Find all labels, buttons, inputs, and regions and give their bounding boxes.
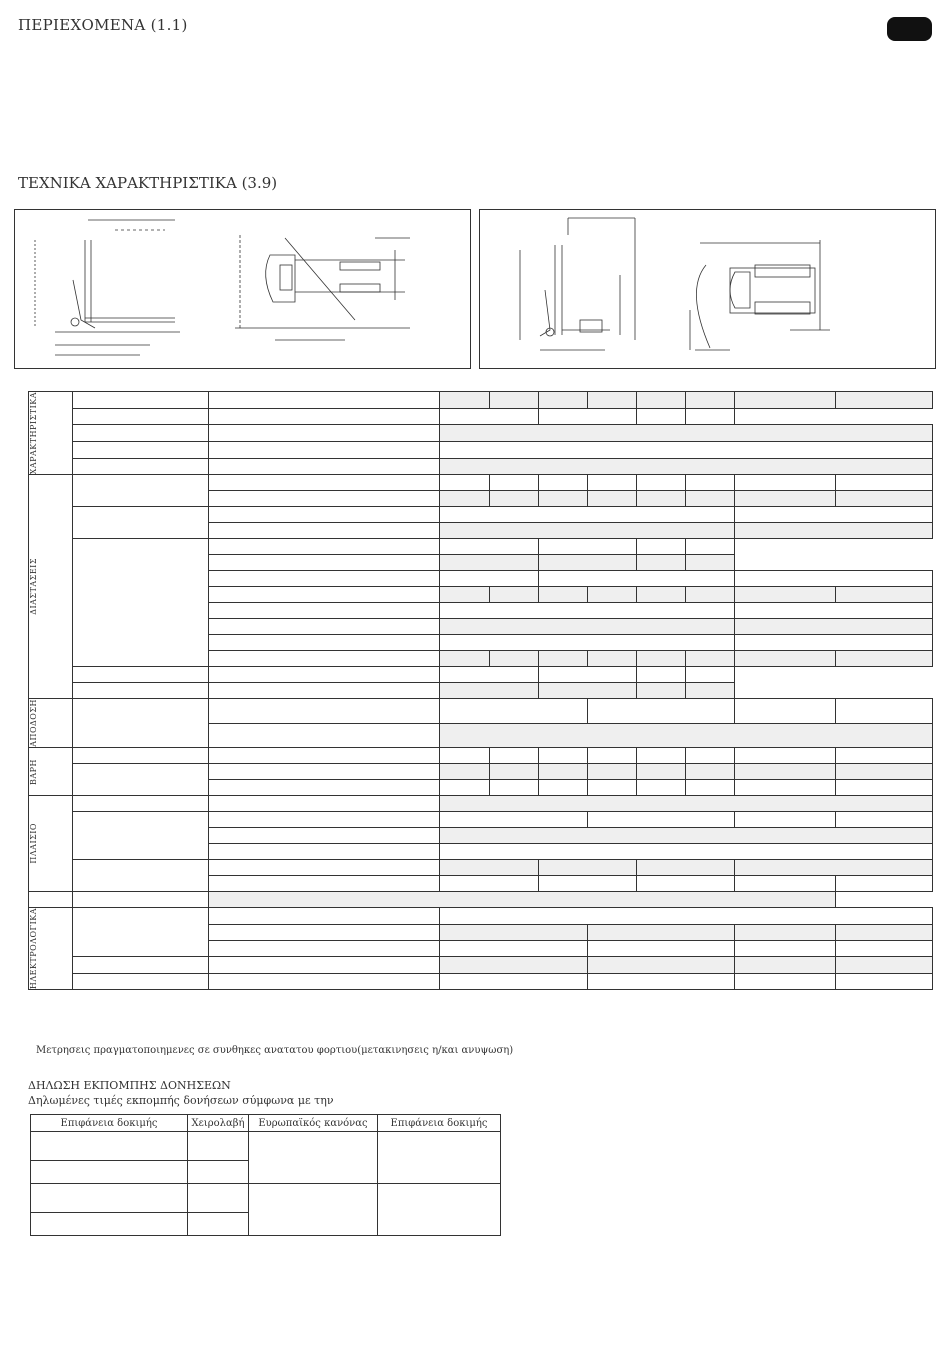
spec-value-cell	[735, 603, 933, 619]
spec-value-cell	[440, 748, 489, 764]
spec-value-cell	[489, 651, 538, 667]
spec-row	[29, 908, 933, 924]
spec-value-cell	[735, 491, 835, 507]
spec-unit-cell	[208, 491, 440, 507]
spec-value-cell	[440, 973, 587, 989]
spec-group-label	[29, 392, 73, 475]
spec-value-cell	[735, 957, 835, 973]
spec-value-cell	[686, 587, 735, 603]
spec-unit-cell	[208, 764, 440, 780]
spec-unit-cell	[208, 828, 440, 844]
spec-value-cell	[538, 876, 636, 892]
spec-value-cell	[735, 860, 933, 876]
spec-value-cell	[735, 764, 835, 780]
spec-unit-cell	[208, 523, 440, 539]
dimension-drawing-right	[479, 209, 936, 369]
vib-cell	[249, 1132, 378, 1184]
spec-value-cell	[686, 491, 735, 507]
vib-cell	[31, 1184, 188, 1213]
spec-value-cell	[686, 683, 735, 699]
spec-value-cell	[208, 892, 835, 908]
spec-parameter-cell	[73, 699, 208, 748]
spec-value-cell	[440, 764, 489, 780]
spec-value-cell	[587, 475, 636, 491]
vib-cell	[249, 1184, 378, 1236]
spec-parameter-cell	[73, 539, 208, 667]
spec-unit-cell	[208, 683, 440, 699]
spec-value-cell	[440, 619, 735, 635]
spec-value-cell	[686, 764, 735, 780]
vib-cell	[378, 1132, 501, 1184]
spec-row	[29, 683, 933, 699]
spec-row	[29, 957, 933, 973]
spec-value-cell	[538, 651, 587, 667]
spec-value-cell	[636, 651, 685, 667]
spec-value-cell	[636, 539, 685, 555]
vib-cell	[188, 1132, 249, 1161]
spec-unit-cell	[208, 699, 440, 723]
spec-unit-cell	[208, 973, 440, 989]
specifications-table	[28, 391, 933, 990]
spec-value-cell	[587, 699, 734, 723]
vibration-table	[30, 1114, 501, 1236]
spec-value-cell	[686, 475, 735, 491]
spec-value-cell	[440, 860, 538, 876]
spec-value-cell	[735, 635, 933, 651]
spec-value-cell	[735, 924, 835, 940]
spec-value-cell	[440, 651, 489, 667]
section-title: ΤΕΧΝΙΚΑ ΧΑΡΑΚΤΗΡΙΣΤΙΚΑ (3.9)	[18, 174, 278, 192]
spec-value-cell	[686, 780, 735, 796]
spec-value-cell	[440, 667, 538, 683]
spec-value-cell	[735, 812, 835, 828]
spec-value-cell	[735, 748, 835, 764]
spec-value-cell	[538, 667, 636, 683]
vib-header-handle: Χειρολαβή	[188, 1115, 249, 1132]
spec-unit-cell	[208, 941, 440, 957]
spec-value-cell	[440, 425, 933, 442]
spec-value-cell	[440, 780, 489, 796]
spec-unit-cell	[208, 796, 440, 812]
spec-value-cell	[489, 475, 538, 491]
spec-value-cell	[440, 812, 587, 828]
spec-value-cell	[440, 924, 587, 940]
spec-value-cell	[538, 539, 636, 555]
page-title: ΠΕΡΙΕΧΟΜΕΝΑ (1.1)	[18, 16, 188, 34]
spec-value-cell	[636, 780, 685, 796]
spec-unit-cell	[208, 507, 440, 523]
spec-parameter-cell	[73, 458, 208, 475]
spec-group-label	[29, 908, 73, 990]
spec-row	[29, 796, 933, 812]
spec-unit-cell	[208, 780, 440, 796]
spec-value-cell	[587, 392, 636, 409]
dimension-drawing-left	[14, 209, 471, 369]
spec-value-cell	[735, 973, 835, 989]
vib-cell	[378, 1184, 501, 1236]
spec-row	[29, 507, 933, 523]
spec-value-cell	[440, 941, 587, 957]
spec-value-cell	[636, 764, 685, 780]
spec-value-cell	[835, 764, 932, 780]
vibration-subtitle: Δηλωμένες τιμές εκπομπής δονήσεων σύμφωνα με την	[28, 1094, 334, 1107]
spec-parameter-cell	[73, 392, 208, 409]
spec-value-cell	[538, 683, 636, 699]
spec-value-cell	[538, 748, 587, 764]
spec-value-cell	[440, 796, 933, 812]
spec-value-cell	[538, 780, 587, 796]
spec-value-cell	[835, 748, 932, 764]
spec-value-cell	[835, 973, 932, 989]
spec-value-cell	[440, 828, 933, 844]
measurement-note: Μετρησεις πραγματοποιημενες σε συνθηκες ανατατου φορτιου(μετακινησεις η/και ανυψωση)	[36, 1045, 514, 1056]
spec-unit-cell	[208, 392, 440, 409]
spec-parameter-cell	[73, 796, 208, 812]
spec-value-cell	[440, 491, 489, 507]
spec-value-cell	[587, 491, 636, 507]
spec-value-cell	[587, 651, 636, 667]
spec-value-cell	[440, 587, 489, 603]
spec-value-cell	[440, 523, 735, 539]
spec-value-cell	[735, 876, 835, 892]
spec-value-cell	[440, 458, 933, 475]
spec-row	[29, 539, 933, 555]
spec-value-cell	[440, 571, 538, 587]
spec-parameter-cell	[73, 507, 208, 539]
spec-group-text: ΑΠΟΔΟΣΗ	[29, 699, 38, 748]
spec-row	[29, 764, 933, 780]
spec-parameter-cell	[73, 812, 208, 860]
spec-value-cell	[686, 748, 735, 764]
spec-row	[29, 667, 933, 683]
spec-value-cell	[538, 408, 636, 425]
spec-unit-cell	[208, 408, 440, 425]
spec-value-cell	[587, 973, 734, 989]
spec-group-text: ΔΙΑΣΤΑΣΕΙΣ	[29, 558, 38, 616]
spec-value-cell	[735, 780, 835, 796]
spec-unit-cell	[208, 587, 440, 603]
spec-value-cell	[440, 442, 933, 459]
spec-value-cell	[636, 587, 685, 603]
spec-parameter-cell	[73, 408, 208, 425]
spec-value-cell	[440, 539, 538, 555]
spec-parameter-cell	[73, 425, 208, 442]
spec-row	[29, 860, 933, 876]
spec-value-cell	[735, 941, 835, 957]
spec-row	[29, 408, 933, 425]
spec-value-cell	[587, 812, 734, 828]
spec-value-cell	[686, 667, 735, 683]
spec-value-cell	[489, 780, 538, 796]
spec-value-cell	[440, 635, 735, 651]
spec-unit-cell	[208, 812, 440, 828]
spec-group-label	[29, 699, 73, 748]
spec-value-cell	[735, 571, 933, 587]
spec-value-cell	[538, 475, 587, 491]
spec-unit-cell	[208, 748, 440, 764]
vib-cell	[31, 1161, 188, 1184]
spec-value-cell	[835, 957, 932, 973]
spec-unit-cell	[208, 651, 440, 667]
spec-value-cell	[735, 651, 835, 667]
vib-header-standard: Ευρωπαϊκός κανόνας	[249, 1115, 378, 1132]
spec-value-cell	[686, 408, 735, 425]
spec-value-cell	[835, 587, 932, 603]
spec-unit-cell	[208, 555, 440, 571]
spec-value-cell	[686, 539, 735, 555]
vibration-title: ΔΗΛΩΣΗ ΕΚΠΟΜΠΗΣ ΔΟΝΗΣΕΩΝ	[28, 1079, 231, 1092]
spec-value-cell	[835, 941, 932, 957]
spec-value-cell	[538, 392, 587, 409]
vib-cell	[188, 1213, 249, 1236]
spec-value-cell	[538, 555, 636, 571]
vib-header-surface: Επιφάνεια δοκιμής	[31, 1115, 188, 1132]
spec-parameter-cell	[73, 860, 208, 892]
spec-value-cell	[538, 860, 636, 876]
vib-cell	[188, 1161, 249, 1184]
spec-value-cell	[489, 491, 538, 507]
spec-value-cell	[440, 408, 538, 425]
spec-unit-cell	[208, 442, 440, 459]
spec-value-cell	[835, 699, 932, 723]
vib-cell	[31, 1213, 188, 1236]
spec-value-cell	[735, 392, 835, 409]
vib-cell	[188, 1184, 249, 1213]
spec-value-cell	[538, 764, 587, 780]
spec-value-cell	[735, 699, 835, 723]
spec-unit-cell	[208, 475, 440, 491]
spec-unit-cell	[208, 603, 440, 619]
spec-unit-cell	[208, 571, 440, 587]
spec-unit-cell	[208, 458, 440, 475]
spec-row	[29, 973, 933, 989]
spec-group-text: ΧΑΡΑΚΤΗΡΙΣΤΙΚΑ	[29, 392, 38, 475]
spec-value-cell	[835, 491, 932, 507]
spec-value-cell	[835, 651, 932, 667]
spec-unit-cell	[208, 539, 440, 555]
spec-value-cell	[587, 748, 636, 764]
spec-value-cell	[440, 392, 489, 409]
spec-row	[29, 892, 933, 908]
spec-value-cell	[636, 475, 685, 491]
spec-unit-cell	[208, 844, 440, 860]
spec-value-cell	[587, 941, 734, 957]
spec-row	[29, 458, 933, 475]
spec-group-label	[29, 796, 73, 892]
spec-group-text: ΒΑΡΗ	[29, 758, 38, 785]
spec-value-cell	[735, 619, 933, 635]
spec-value-cell	[835, 876, 932, 892]
page-tab-badge	[887, 17, 932, 41]
spec-value-cell	[440, 876, 538, 892]
spec-row	[29, 699, 933, 723]
spec-value-cell	[440, 555, 538, 571]
spec-value-cell	[686, 392, 735, 409]
spec-value-cell	[686, 555, 735, 571]
spec-value-cell	[735, 507, 933, 523]
spec-parameter-cell	[29, 892, 73, 908]
spec-value-cell	[538, 587, 587, 603]
spec-value-cell	[440, 683, 538, 699]
spec-parameter-cell	[73, 908, 208, 957]
spec-value-cell	[489, 748, 538, 764]
vib-cell	[31, 1132, 188, 1161]
spec-value-cell	[538, 491, 587, 507]
spec-value-cell	[489, 764, 538, 780]
spec-value-cell	[440, 475, 489, 491]
spec-value-cell	[440, 908, 933, 924]
spec-value-cell	[440, 723, 933, 747]
spec-value-cell	[440, 507, 735, 523]
spec-value-cell	[587, 924, 734, 940]
spec-parameter-cell	[73, 748, 208, 764]
vib-header-surface-2: Επιφάνεια δοκιμής	[378, 1115, 501, 1132]
spec-unit-cell	[208, 876, 440, 892]
spec-value-cell	[636, 392, 685, 409]
spec-unit-cell	[208, 908, 440, 924]
spec-unit-cell	[208, 635, 440, 651]
spec-value-cell	[835, 475, 932, 491]
spec-value-cell	[835, 924, 932, 940]
spec-unit-cell	[208, 957, 440, 973]
spec-row	[29, 442, 933, 459]
spec-value-cell	[587, 780, 636, 796]
spec-group-text: ΗΛΕΚΤΡΟΛΟΓΙΚΑ	[29, 908, 38, 990]
spec-value-cell	[735, 475, 835, 491]
spec-value-cell	[636, 667, 685, 683]
spec-value-cell	[489, 392, 538, 409]
spec-value-cell	[835, 812, 932, 828]
spec-group-label	[29, 748, 73, 796]
spec-value-cell	[636, 860, 734, 876]
spec-value-cell	[735, 523, 933, 539]
spec-value-cell	[440, 699, 587, 723]
spec-row	[29, 425, 933, 442]
spec-value-cell	[440, 603, 735, 619]
spec-value-cell	[686, 651, 735, 667]
spec-value-cell	[735, 587, 835, 603]
spec-value-cell	[636, 408, 685, 425]
spec-parameter-cell	[73, 475, 208, 507]
spec-unit-cell	[208, 924, 440, 940]
spec-value-cell	[835, 392, 932, 409]
spec-value-cell	[835, 780, 932, 796]
spec-value-cell	[440, 957, 587, 973]
spec-group-text: ΠΛΑΙΣΙΟ	[29, 823, 38, 864]
spec-value-cell	[587, 957, 734, 973]
spec-value-cell	[636, 748, 685, 764]
spec-value-cell	[587, 764, 636, 780]
spec-value-cell	[440, 844, 933, 860]
spec-unit-cell	[208, 723, 440, 747]
spec-value-cell	[636, 683, 685, 699]
spec-unit-cell	[208, 619, 440, 635]
spec-unit-cell	[208, 860, 440, 876]
spec-value-cell	[489, 587, 538, 603]
spec-parameter-cell	[73, 764, 208, 796]
spec-unit-cell	[73, 892, 208, 908]
spec-unit-cell	[208, 667, 440, 683]
spec-row	[29, 392, 933, 409]
spec-row	[29, 748, 933, 764]
spec-value-cell	[587, 587, 636, 603]
spec-parameter-cell	[73, 683, 208, 699]
spec-parameter-cell	[73, 667, 208, 683]
spec-row	[29, 812, 933, 828]
spec-value-cell	[538, 571, 735, 587]
spec-unit-cell	[208, 425, 440, 442]
spec-parameter-cell	[73, 957, 208, 973]
spec-group-label	[29, 475, 73, 699]
spec-parameter-cell	[73, 442, 208, 459]
spec-value-cell	[636, 555, 685, 571]
spec-value-cell	[636, 876, 734, 892]
spec-value-cell	[636, 491, 685, 507]
spec-row	[29, 475, 933, 491]
spec-parameter-cell	[73, 973, 208, 989]
